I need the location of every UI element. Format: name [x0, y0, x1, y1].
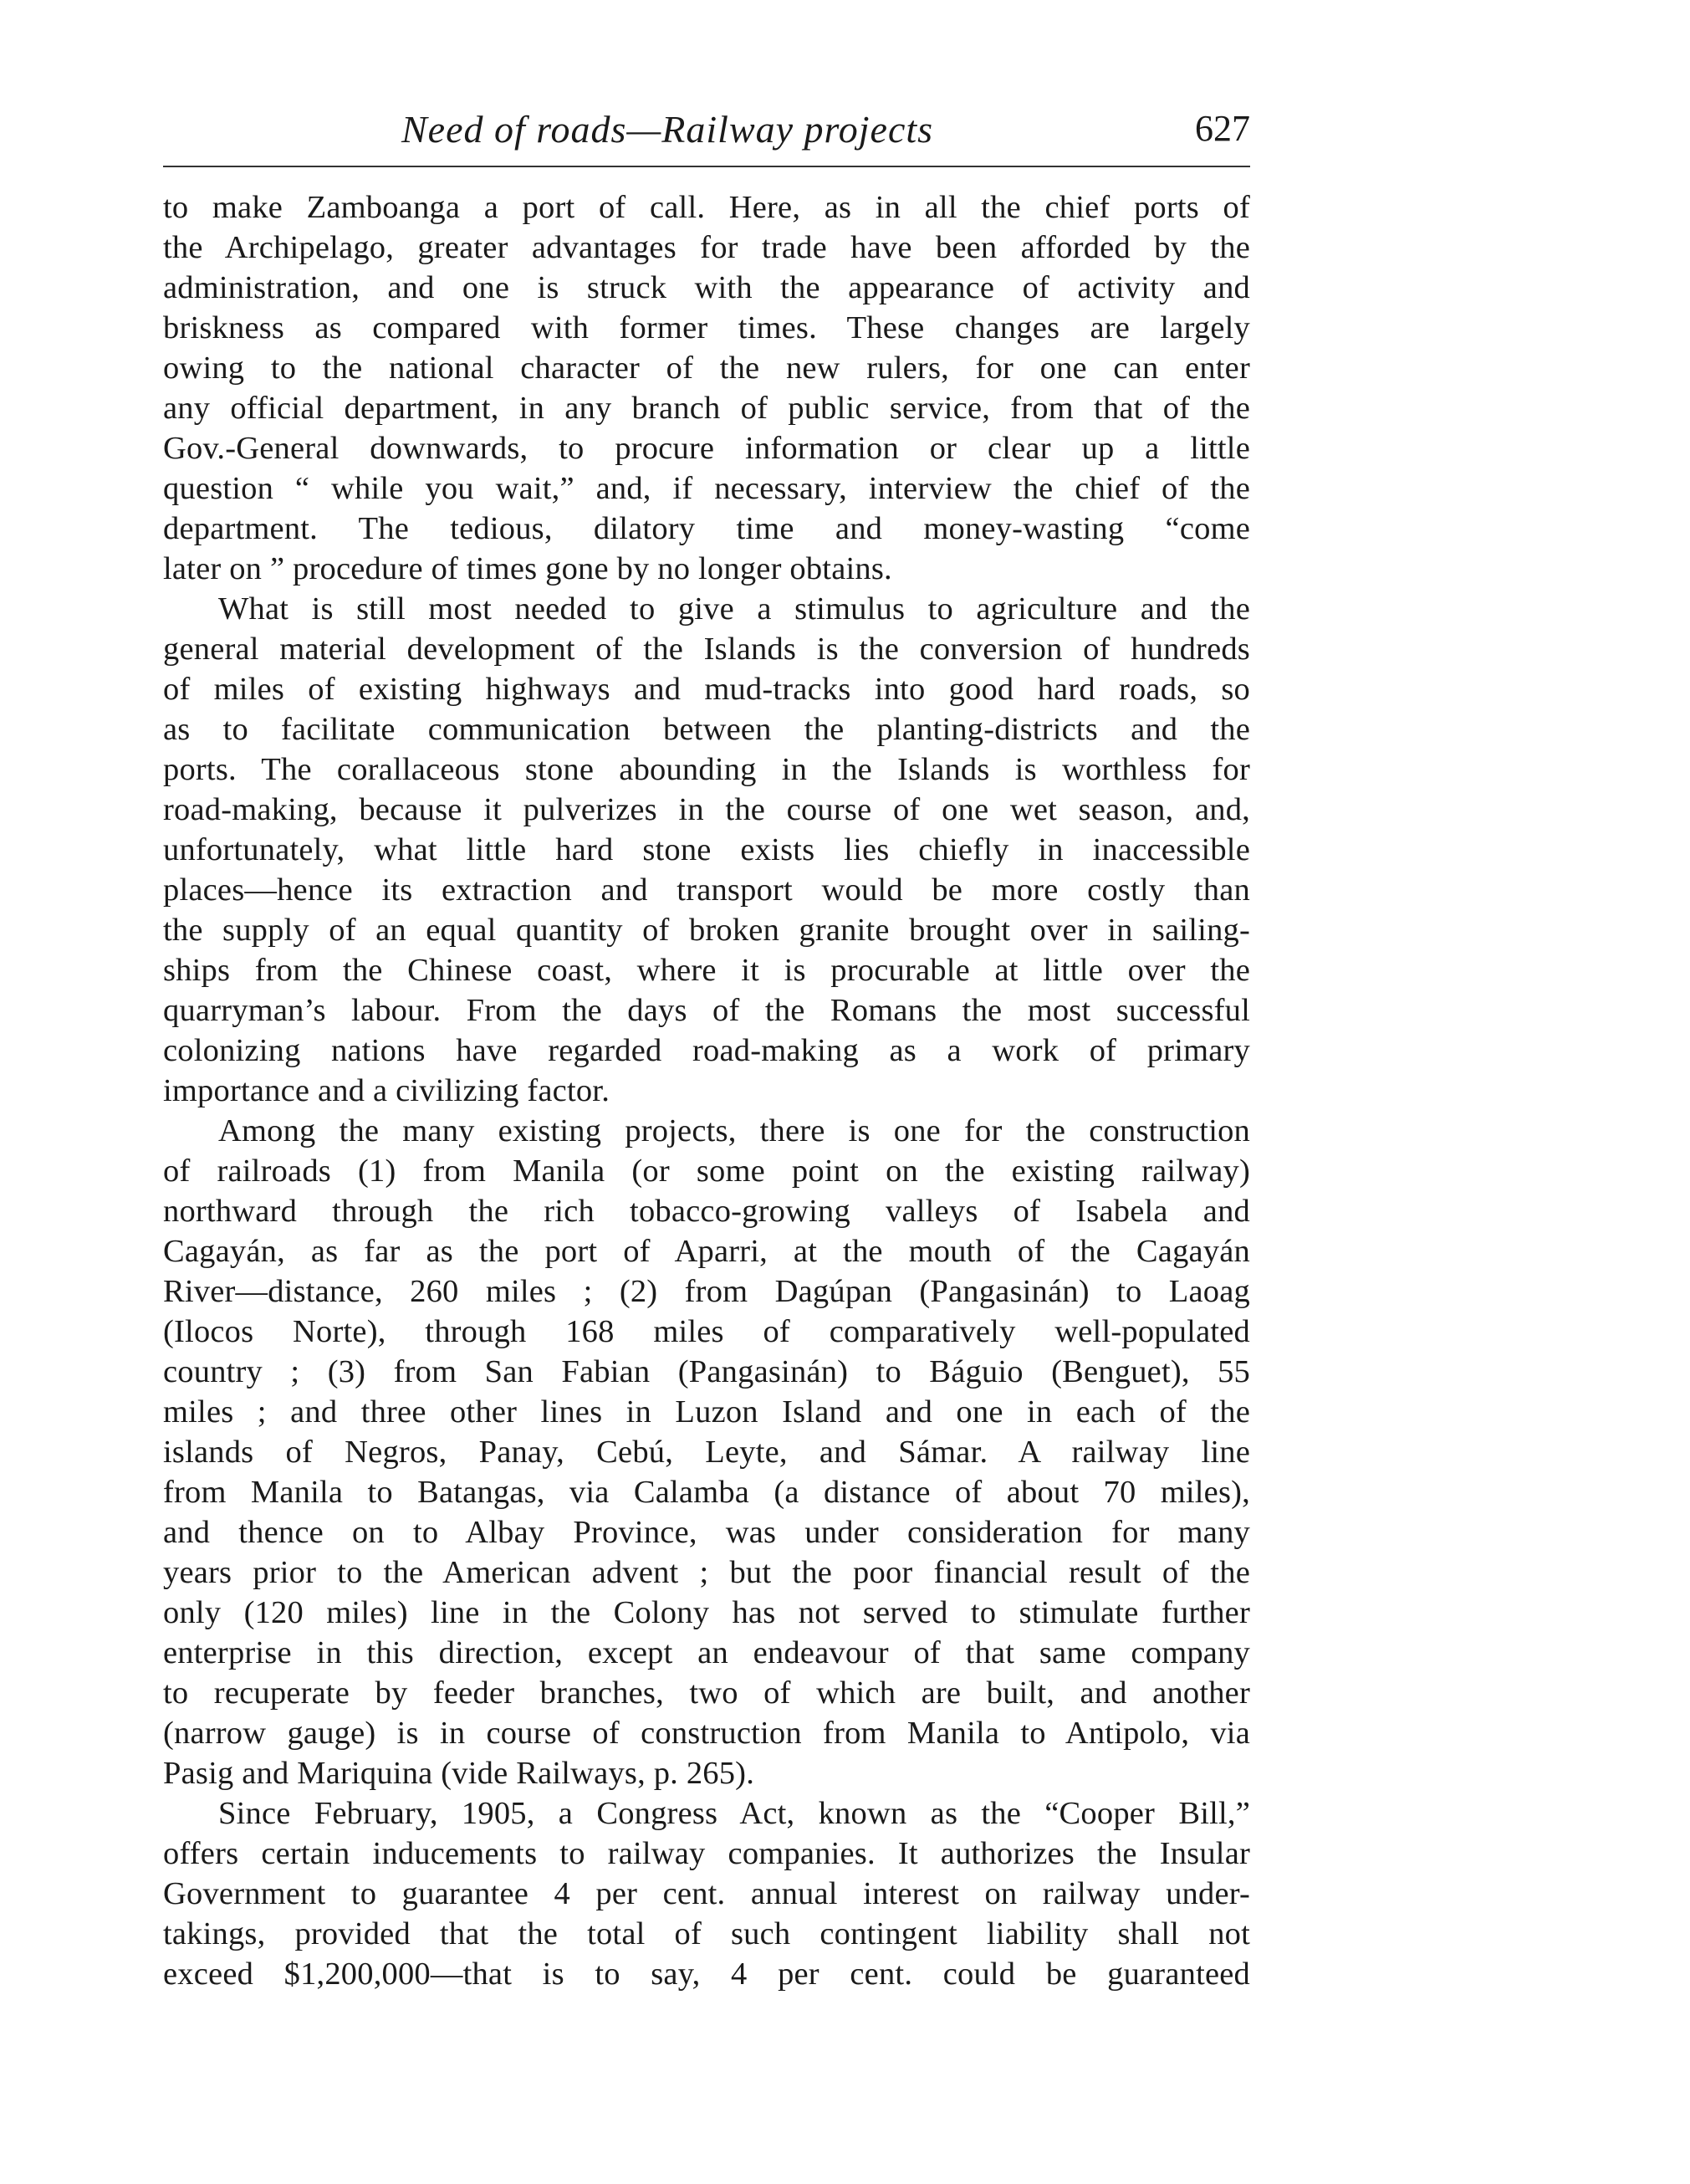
text-line: and thence on to Albay Province, was under consideration for many [163, 1515, 1250, 1550]
text-line: general material development of the Islands is the conversion of hundreds [163, 632, 1250, 667]
text-line: ports. The corallaceous stone abounding in the Islands is worthless for [163, 752, 1250, 787]
paragraph [163, 1793, 1250, 1994]
text-line: enterprise in this direction, except an endeavour of that same company [163, 1635, 1250, 1670]
text-line: any official department, in any branch of public service, from that of the [163, 391, 1250, 426]
text-line: only (120 miles) line in the Colony has not served to stimulate further [163, 1595, 1250, 1630]
body-text [163, 187, 1250, 1994]
text-line: Among the many existing projects, there is one for the construction [218, 1113, 1250, 1148]
paragraph [163, 589, 1250, 1111]
text-line: islands of Negros, Panay, Cebú, Leyte, and Sámar. A railway line [163, 1435, 1250, 1470]
text-line: colonizing nations have regarded road-making as a work of primary [163, 1033, 1250, 1068]
text-line: exceed $1,200,000—that is to say, 4 per cent. could be guaranteed [163, 1956, 1250, 1992]
text-line: administration, and one is struck with the appearance of activity and [163, 270, 1250, 305]
text-line: years prior to the American advent ; but the poor financial result of the [163, 1555, 1250, 1590]
text-line: to recuperate by feeder branches, two of which are built, and another [163, 1675, 1250, 1711]
text-line: (narrow gauge) is in course of construction from Manila to Antipolo, via [163, 1716, 1250, 1751]
text-line: takings, provided that the total of such contingent liability shall not [163, 1916, 1250, 1951]
text-line: the Archipelago, greater advantages for trade have been afforded by the [163, 230, 1250, 265]
text-line: of miles of existing highways and mud-tracks into good hard roads, so [163, 672, 1250, 707]
text-line: country ; (3) from San Fabian (Pangasinán) to Báguio (Benguet), 55 [163, 1354, 1250, 1389]
text-line: of railroads (1) from Manila (or some point on the existing railway) [163, 1153, 1250, 1189]
text-line: department. The tedious, dilatory time and money-wasting “come [163, 511, 1250, 546]
text-line: the supply of an equal quantity of broken granite brought over in sailing- [163, 913, 1250, 948]
text-line: ships from the Chinese coast, where it is procurable at little over the [163, 953, 1250, 988]
header-rule [163, 166, 1250, 167]
text-line: Pasig and Mariquina (vide Railways, p. 265). [163, 1756, 755, 1791]
text-line: from Manila to Batangas, via Calamba (a distance of about 70 miles), [163, 1475, 1250, 1510]
text-line: question “ while you wait,” and, if necessary, interview the chief of the [163, 471, 1250, 506]
text-line: as to facilitate communication between the planting-districts and the [163, 712, 1250, 747]
text-line: What is still most needed to give a stimulus to agriculture and the [218, 591, 1250, 627]
text-line: Gov.-General downwards, to procure information or clear up a little [163, 431, 1250, 466]
text-line: River—distance, 260 miles ; (2) from Dagúpan (Pangasinán) to Laoag [163, 1274, 1250, 1309]
text-line: to make Zamboanga a port of call. Here, as in all the chief ports of [163, 190, 1250, 225]
text-line: road-making, because it pulverizes in the course of one wet season, and, [163, 792, 1250, 827]
text-line: briskness as compared with former times. These changes are largely [163, 310, 1250, 345]
text-line: miles ; and three other lines in Luzon Island and one in each of the [163, 1394, 1250, 1430]
running-head [163, 100, 1250, 159]
text-line: quarryman’s labour. From the days of the Romans the most successful [163, 993, 1250, 1028]
text-line: later on ” procedure of times gone by no longer obtains. [163, 551, 892, 586]
paragraph [163, 1111, 1250, 1793]
text-line: (Ilocos Norte), through 168 miles of comparatively well-populated [163, 1314, 1250, 1349]
page-number: 627 [1195, 108, 1250, 149]
text-line: Since February, 1905, a Congress Act, known as the “Cooper Bill,” [218, 1796, 1250, 1831]
text-line: Government to guarantee 4 per cent. annual interest on railway under- [163, 1876, 1250, 1911]
text-line: northward through the rich tobacco-growing valleys of Isabela and [163, 1194, 1250, 1229]
text-line: places—hence its extraction and transport would be more costly than [163, 872, 1250, 908]
text-line: offers certain inducements to railway companies. It authorizes the Insular [163, 1836, 1250, 1871]
text-line: importance and a civilizing factor. [163, 1073, 610, 1108]
text-line: owing to the national character of the new rulers, for one can enter [163, 350, 1250, 386]
paragraph [163, 187, 1250, 589]
text-line: Cagayán, as far as the port of Aparri, at the mouth of the Cagayán [163, 1234, 1250, 1269]
text-line: unfortunately, what little hard stone exists lies chiefly in inaccessible [163, 832, 1250, 867]
running-title: Need of roads—Railway projects [401, 108, 934, 151]
